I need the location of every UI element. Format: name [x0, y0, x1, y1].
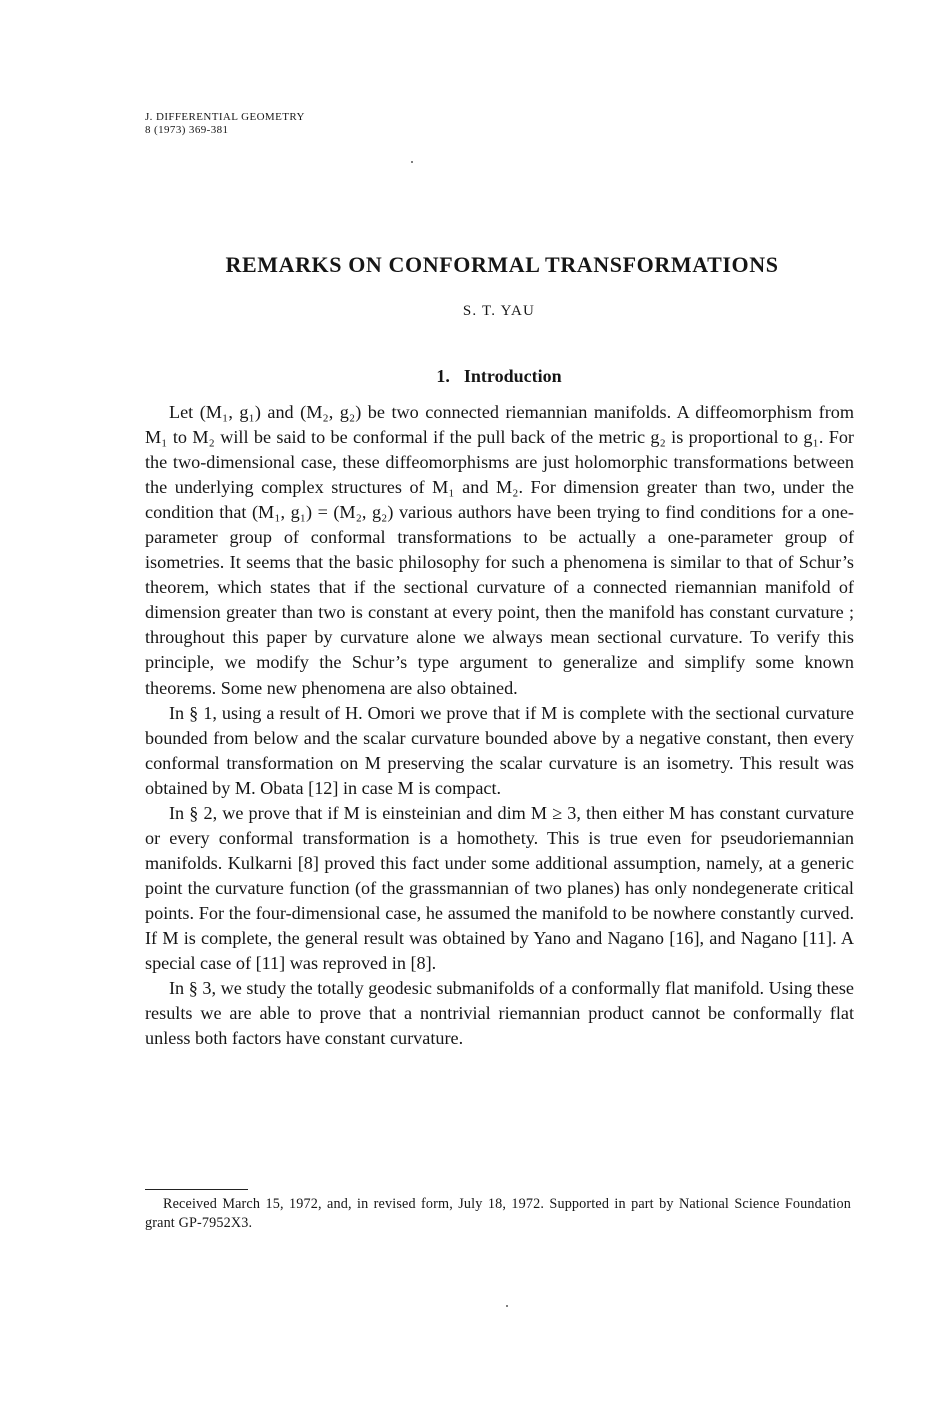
footnote: Received March 15, 1972, and, in revised form, July 18, 1972. Supported in part by National Science Foundation grant GP-7952X3. — [145, 1196, 851, 1231]
journal-volume: 8 (1973) 369-381 — [145, 124, 229, 136]
section-number: 1. — [436, 366, 450, 386]
scan-speck — [506, 1305, 508, 1307]
paragraph: In § 3, we study the totally geodesic submanifolds of a conformally flat manifold. Using these results we are able to prove that a nontrivial riemannian product cannot be conformally flat unless both factors have constant curvature. — [145, 978, 854, 1049]
section-heading — [0, 366, 944, 387]
paper-author: S. T. YAU — [462, 303, 536, 319]
body-text — [145, 400, 854, 1051]
footnote-rule — [145, 1189, 248, 1190]
paper-title: REMARKS ON CONFORMAL TRANSFORMATIONS — [225, 252, 779, 277]
journal-name: J. DIFFERENTIAL GEOMETRY — [145, 111, 305, 123]
scan-speck — [411, 161, 413, 163]
section-title: Introduction — [463, 366, 562, 386]
paragraph: In § 2, we prove that if M is einsteinian and dim M ≥ 3, then either M has constant curvature or every conformal transformation is a homothety. This is true even for pseudoriemannian manifolds. Kulkarni [8] proved this fact under some additional assumption, namely, at a generic point the curvature function (of the grassmannian of two planes) has only nondegenerate critical points. For the four-dimensional case, he assumed the manifold to be nowhere constantly curved. If M is complete, the general result was obtained by Yano and Nagano [16], and Nagano [11]. A special case of [11] was reproved in [8]. — [145, 802, 854, 974]
paragraph: Let (M₁, g₁) and (M₂, g₂) be two connected riemannian manifolds. A diffeomorphism from M₁ to M₂ will be said to be conformal if the pull back of the metric g₂ is proportional to g₁. For the two-dimensional case, these diffeomorphisms are just holomorphic transformations between the underlying complex structures of M₁ and M₂. For dimension greater than two, under the condition that (M₁, g₁) = (M₂, g₂) various authors have been trying to find conditions for a one-parameter group of conformal transformations to be actually a one-parameter group of isometries. It seems that the basic philosophy for such a phenomena is similar to that of Schur’s theorem, which states that if the sectional curvature of a connected riemannian manifold of dimension greater than two is constant at every point, then the manifold has constant curvature ; throughout this paper by curvature alone we always mean sectional curvature. To verify this principle, we modify the Schur’s type argument to generalize and simplify some known theorems. Some new phenomena are also obtained. — [145, 402, 854, 698]
paragraph: In § 1, using a result of H. Omori we prove that if M is complete with the sectional curvature bounded from below and the scalar curvature bounded above by a negative constant, then every conformal transformation on M preserving the scalar curvature is an isometry. This result was obtained by M. Obata [12] in case M is compact. — [145, 702, 854, 798]
journal-header — [145, 111, 305, 137]
